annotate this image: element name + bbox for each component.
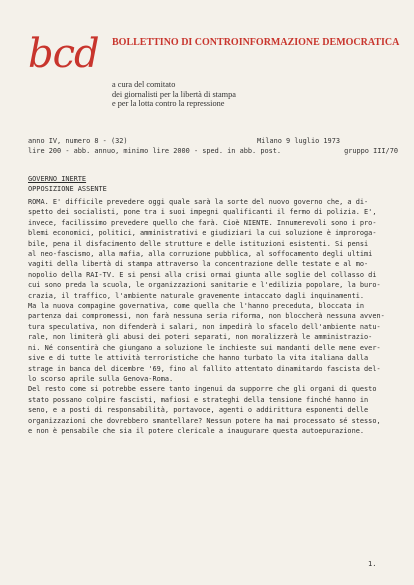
subtitle-line: e per la lotta contro la repressione	[112, 99, 225, 109]
bulletin-subtitle	[112, 80, 402, 109]
body-line: Ma la nuova compagine governativa, come quella che l'hanno preceduta, bloccata in	[28, 302, 365, 311]
article-body	[28, 197, 400, 436]
body-line: al neo-fascismo, alla mafia, alla corruzione pubblica, al soffocamento degli ultimi	[28, 250, 373, 259]
body-line: invece, facilissimo prevedere quello che farà. Cioè NIENTE. Innumerevoli sono i pro-	[28, 218, 377, 227]
issue-number: anno IV, numero 8 - (32)	[28, 137, 128, 145]
headline-line-2: OPPOSIZIONE ASSENTE	[28, 185, 107, 193]
body-line: e non è pensabile che sia il potere clericale a inaugurare questa autoepurazione.	[28, 426, 365, 435]
body-line: rale, non limiterà gli abusi dei poteri separati, non moralizzerà le amministrazio-	[28, 333, 373, 342]
page-number: 1.	[368, 560, 377, 568]
body-line: spetto dei socialisti, pone tra i suoi impegni qualificanti il fermo di polizia. E',	[28, 208, 377, 217]
body-line: Del resto come si potrebbe essere tanto ingenui da supporre che gli organi di questo	[28, 385, 377, 394]
body-line: vagiti della libertà di stampa attraverso la concentrazione delle testate e al mo-	[28, 260, 369, 269]
postal-group: gruppo III/70	[344, 147, 398, 155]
body-line: crazia, il traffico, l'ambiente naturale gravemente intaccato dagli inquinamenti.	[28, 291, 365, 300]
issue-row	[28, 146, 398, 156]
issue-row	[28, 136, 398, 146]
body-line: stato possano colpire fascisti, mafiosi e strateghi della tensione finché hanno in	[28, 395, 369, 404]
bulletin-title: BOLLETTINO DI CONTROINFORMAZIONE DEMOCRATICA	[112, 37, 400, 48]
body-line: seno, e a posti di responsabilità, portavoce, agenti o addirittura esponenti delle	[28, 406, 369, 415]
issue-date: Milano 9 luglio 1973	[257, 137, 340, 145]
body-line: organizzazioni che dovrebbero smantellare? Nessun potere ha mai processato sé stesso,	[28, 416, 381, 425]
body-line: partenza dai compromessi, non farà nessuna seria riforma, non bloccherà nessuna avven-	[28, 312, 385, 321]
bcd-logo: bcd	[28, 31, 99, 77]
body-line: bile, pena il disfacimento delle strutture e delle istituzioni esistenti. Si pensi	[28, 239, 369, 248]
subtitle-line: dei giornalisti per la libertà di stampa	[112, 89, 236, 99]
body-line: blemi economici, politici, amministrativi e giudiziari la cui soluzione è improroga-	[28, 229, 377, 238]
body-line: lo scorso aprile sulla Genova-Roma.	[28, 374, 174, 383]
body-line: ROMA. E' difficile prevedere oggi quale sarà la sorte del nuovo governo che, a di-	[28, 198, 369, 206]
subtitle-line: a cura del comitato	[112, 80, 176, 89]
article-headline	[28, 174, 398, 194]
body-line: cui sono preda la scuola, le organizzazioni sanitarie e l'edilizia popolare, la buro-	[28, 281, 381, 290]
issue-price: lire 200 - abb. annuo, minimo lire 2000 - sped. in abb. post.	[28, 147, 282, 155]
body-line: nopolio della RAI-TV. E si pensi alla crisi ormai giunta alle soglie del collasso di	[28, 270, 377, 279]
body-line: sive e di tutte le attività terroristiche che hanno turbato la vita italiana dalla	[28, 354, 369, 363]
issue-info	[28, 136, 398, 156]
headline-line-1: GOVERNO INERTE	[28, 175, 87, 183]
body-line: strage in banca del dicembre '69, fino al fallito attentato dinamitardo fascista del-	[28, 364, 381, 373]
body-line: tura speculativa, non difenderà i salari, non impedirà lo sfacelo dell'ambiente natu-	[28, 322, 381, 331]
body-line: ni. Né consentirà che giungano a soluzione le inchieste sui mandanti delle mene ever-	[28, 343, 381, 352]
